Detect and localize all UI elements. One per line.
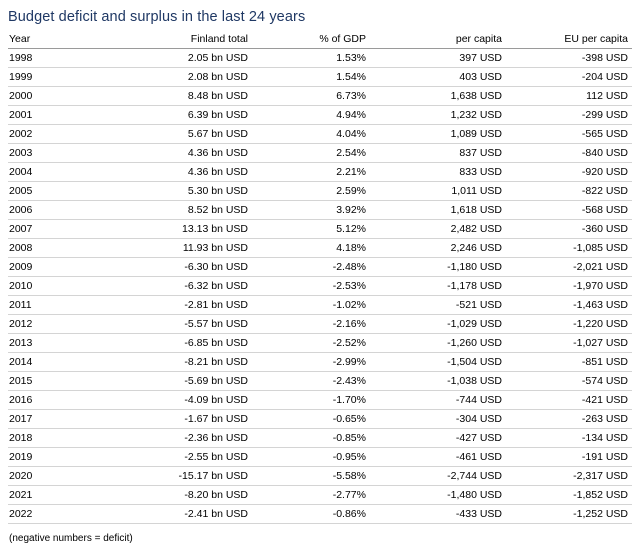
cell-value: 13.13 bn USD [104, 220, 252, 239]
cell-value: 4.36 bn USD [104, 144, 252, 163]
column-header: EU per capita [506, 33, 632, 49]
cell-year: 2020 [8, 467, 104, 486]
cell-value: -1,504 USD [370, 353, 506, 372]
cell-value: -920 USD [506, 163, 632, 182]
cell-value: -0.85% [252, 429, 370, 448]
table-row [8, 125, 632, 144]
budget-table [8, 33, 632, 524]
cell-value: -0.65% [252, 410, 370, 429]
cell-year: 2022 [8, 505, 104, 524]
cell-year: 1998 [8, 49, 104, 68]
cell-value: -2.16% [252, 315, 370, 334]
cell-value: -1.02% [252, 296, 370, 315]
cell-value: 1,618 USD [370, 201, 506, 220]
cell-value: -822 USD [506, 182, 632, 201]
cell-year: 2000 [8, 87, 104, 106]
cell-value: -134 USD [506, 429, 632, 448]
cell-value: -521 USD [370, 296, 506, 315]
cell-value: -398 USD [506, 49, 632, 68]
cell-value: -2.55 bn USD [104, 448, 252, 467]
cell-year: 2013 [8, 334, 104, 353]
page-title: Budget deficit and surplus in the last 24 years [8, 9, 306, 25]
cell-year: 2012 [8, 315, 104, 334]
cell-value: -433 USD [370, 505, 506, 524]
cell-value: -5.69 bn USD [104, 372, 252, 391]
table-row [8, 277, 632, 296]
cell-value: -1,038 USD [370, 372, 506, 391]
cell-value: 5.30 bn USD [104, 182, 252, 201]
table-row [8, 258, 632, 277]
cell-value: -2.53% [252, 277, 370, 296]
cell-value: -299 USD [506, 106, 632, 125]
cell-year: 2021 [8, 486, 104, 505]
table-row [8, 410, 632, 429]
cell-value: 8.48 bn USD [104, 87, 252, 106]
cell-value: -6.30 bn USD [104, 258, 252, 277]
cell-value: 4.94% [252, 106, 370, 125]
cell-value: -263 USD [506, 410, 632, 429]
cell-value: -8.21 bn USD [104, 353, 252, 372]
cell-value: 2.59% [252, 182, 370, 201]
table-row [8, 87, 632, 106]
cell-value: 2.54% [252, 144, 370, 163]
cell-year: 2008 [8, 239, 104, 258]
cell-year: 2011 [8, 296, 104, 315]
cell-value: 4.36 bn USD [104, 163, 252, 182]
cell-year: 2010 [8, 277, 104, 296]
cell-value: -2.41 bn USD [104, 505, 252, 524]
cell-value: -568 USD [506, 201, 632, 220]
table-row [8, 372, 632, 391]
cell-value: 1,638 USD [370, 87, 506, 106]
table-header-row [8, 33, 632, 49]
cell-value: -5.58% [252, 467, 370, 486]
cell-value: 6.39 bn USD [104, 106, 252, 125]
cell-value: -304 USD [370, 410, 506, 429]
cell-value: 2.21% [252, 163, 370, 182]
cell-year: 2001 [8, 106, 104, 125]
table-row [8, 467, 632, 486]
table-footnote: (negative numbers = deficit) [9, 533, 133, 544]
cell-value: -2.43% [252, 372, 370, 391]
cell-year: 2017 [8, 410, 104, 429]
cell-value: -1.70% [252, 391, 370, 410]
table-row [8, 201, 632, 220]
cell-year: 2006 [8, 201, 104, 220]
cell-value: -1,480 USD [370, 486, 506, 505]
cell-value: -4.09 bn USD [104, 391, 252, 410]
cell-value: -840 USD [506, 144, 632, 163]
cell-value: 3.92% [252, 201, 370, 220]
cell-value: -8.20 bn USD [104, 486, 252, 505]
cell-value: 11.93 bn USD [104, 239, 252, 258]
cell-value: -461 USD [370, 448, 506, 467]
cell-value: 2.05 bn USD [104, 49, 252, 68]
cell-value: -0.86% [252, 505, 370, 524]
table-row [8, 334, 632, 353]
table-row [8, 106, 632, 125]
cell-value: 4.04% [252, 125, 370, 144]
cell-value: 6.73% [252, 87, 370, 106]
cell-value: -421 USD [506, 391, 632, 410]
table-row [8, 144, 632, 163]
table-row [8, 163, 632, 182]
cell-value: -1,852 USD [506, 486, 632, 505]
table-row [8, 486, 632, 505]
column-header: per capita [370, 33, 506, 49]
cell-value: -1,252 USD [506, 505, 632, 524]
cell-year: 2015 [8, 372, 104, 391]
cell-value: 1.53% [252, 49, 370, 68]
table-row [8, 220, 632, 239]
cell-value: -1,970 USD [506, 277, 632, 296]
cell-value: -2,021 USD [506, 258, 632, 277]
cell-value: 4.18% [252, 239, 370, 258]
cell-value: -1.67 bn USD [104, 410, 252, 429]
cell-value: -2.99% [252, 353, 370, 372]
cell-value: -1,178 USD [370, 277, 506, 296]
cell-value: -2.52% [252, 334, 370, 353]
cell-value: -2.48% [252, 258, 370, 277]
cell-value: 1,232 USD [370, 106, 506, 125]
cell-value: -1,029 USD [370, 315, 506, 334]
cell-value: 8.52 bn USD [104, 201, 252, 220]
table-row [8, 315, 632, 334]
cell-year: 1999 [8, 68, 104, 87]
cell-year: 2004 [8, 163, 104, 182]
cell-value: 1,089 USD [370, 125, 506, 144]
cell-value: -2.77% [252, 486, 370, 505]
cell-value: 833 USD [370, 163, 506, 182]
table-header [8, 33, 632, 49]
cell-value: -574 USD [506, 372, 632, 391]
table-row [8, 296, 632, 315]
column-header: Finland total [104, 33, 252, 49]
cell-value: 5.67 bn USD [104, 125, 252, 144]
table-row [8, 68, 632, 87]
cell-year: 2003 [8, 144, 104, 163]
table-row [8, 239, 632, 258]
cell-year: 2009 [8, 258, 104, 277]
cell-value: -851 USD [506, 353, 632, 372]
cell-year: 2005 [8, 182, 104, 201]
cell-year: 2019 [8, 448, 104, 467]
cell-value: -5.57 bn USD [104, 315, 252, 334]
cell-year: 2016 [8, 391, 104, 410]
cell-value: -360 USD [506, 220, 632, 239]
cell-value: -744 USD [370, 391, 506, 410]
table-row [8, 448, 632, 467]
table-row [8, 391, 632, 410]
table-row [8, 49, 632, 68]
cell-value: -2.81 bn USD [104, 296, 252, 315]
cell-value: -1,027 USD [506, 334, 632, 353]
cell-year: 2002 [8, 125, 104, 144]
cell-value: -1,463 USD [506, 296, 632, 315]
cell-value: 2,246 USD [370, 239, 506, 258]
cell-value: 2,482 USD [370, 220, 506, 239]
cell-value: -191 USD [506, 448, 632, 467]
cell-value: -1,260 USD [370, 334, 506, 353]
cell-value: 112 USD [506, 87, 632, 106]
column-header: % of GDP [252, 33, 370, 49]
cell-year: 2007 [8, 220, 104, 239]
cell-year: 2018 [8, 429, 104, 448]
cell-value: -0.95% [252, 448, 370, 467]
table-row [8, 353, 632, 372]
table-body [8, 49, 632, 524]
cell-value: -2.36 bn USD [104, 429, 252, 448]
table-row [8, 429, 632, 448]
cell-value: 837 USD [370, 144, 506, 163]
cell-value: -1,085 USD [506, 239, 632, 258]
column-header: Year [8, 33, 104, 49]
cell-year: 2014 [8, 353, 104, 372]
cell-value: 2.08 bn USD [104, 68, 252, 87]
cell-value: 5.12% [252, 220, 370, 239]
cell-value: -15.17 bn USD [104, 467, 252, 486]
cell-value: -2,317 USD [506, 467, 632, 486]
cell-value: -6.32 bn USD [104, 277, 252, 296]
cell-value: 1.54% [252, 68, 370, 87]
cell-value: -427 USD [370, 429, 506, 448]
cell-value: 397 USD [370, 49, 506, 68]
cell-value: -565 USD [506, 125, 632, 144]
cell-value: -6.85 bn USD [104, 334, 252, 353]
cell-value: -1,180 USD [370, 258, 506, 277]
cell-value: 1,011 USD [370, 182, 506, 201]
table-row [8, 182, 632, 201]
cell-value: 403 USD [370, 68, 506, 87]
cell-value: -2,744 USD [370, 467, 506, 486]
cell-value: -204 USD [506, 68, 632, 87]
cell-value: -1,220 USD [506, 315, 632, 334]
table-row [8, 505, 632, 524]
